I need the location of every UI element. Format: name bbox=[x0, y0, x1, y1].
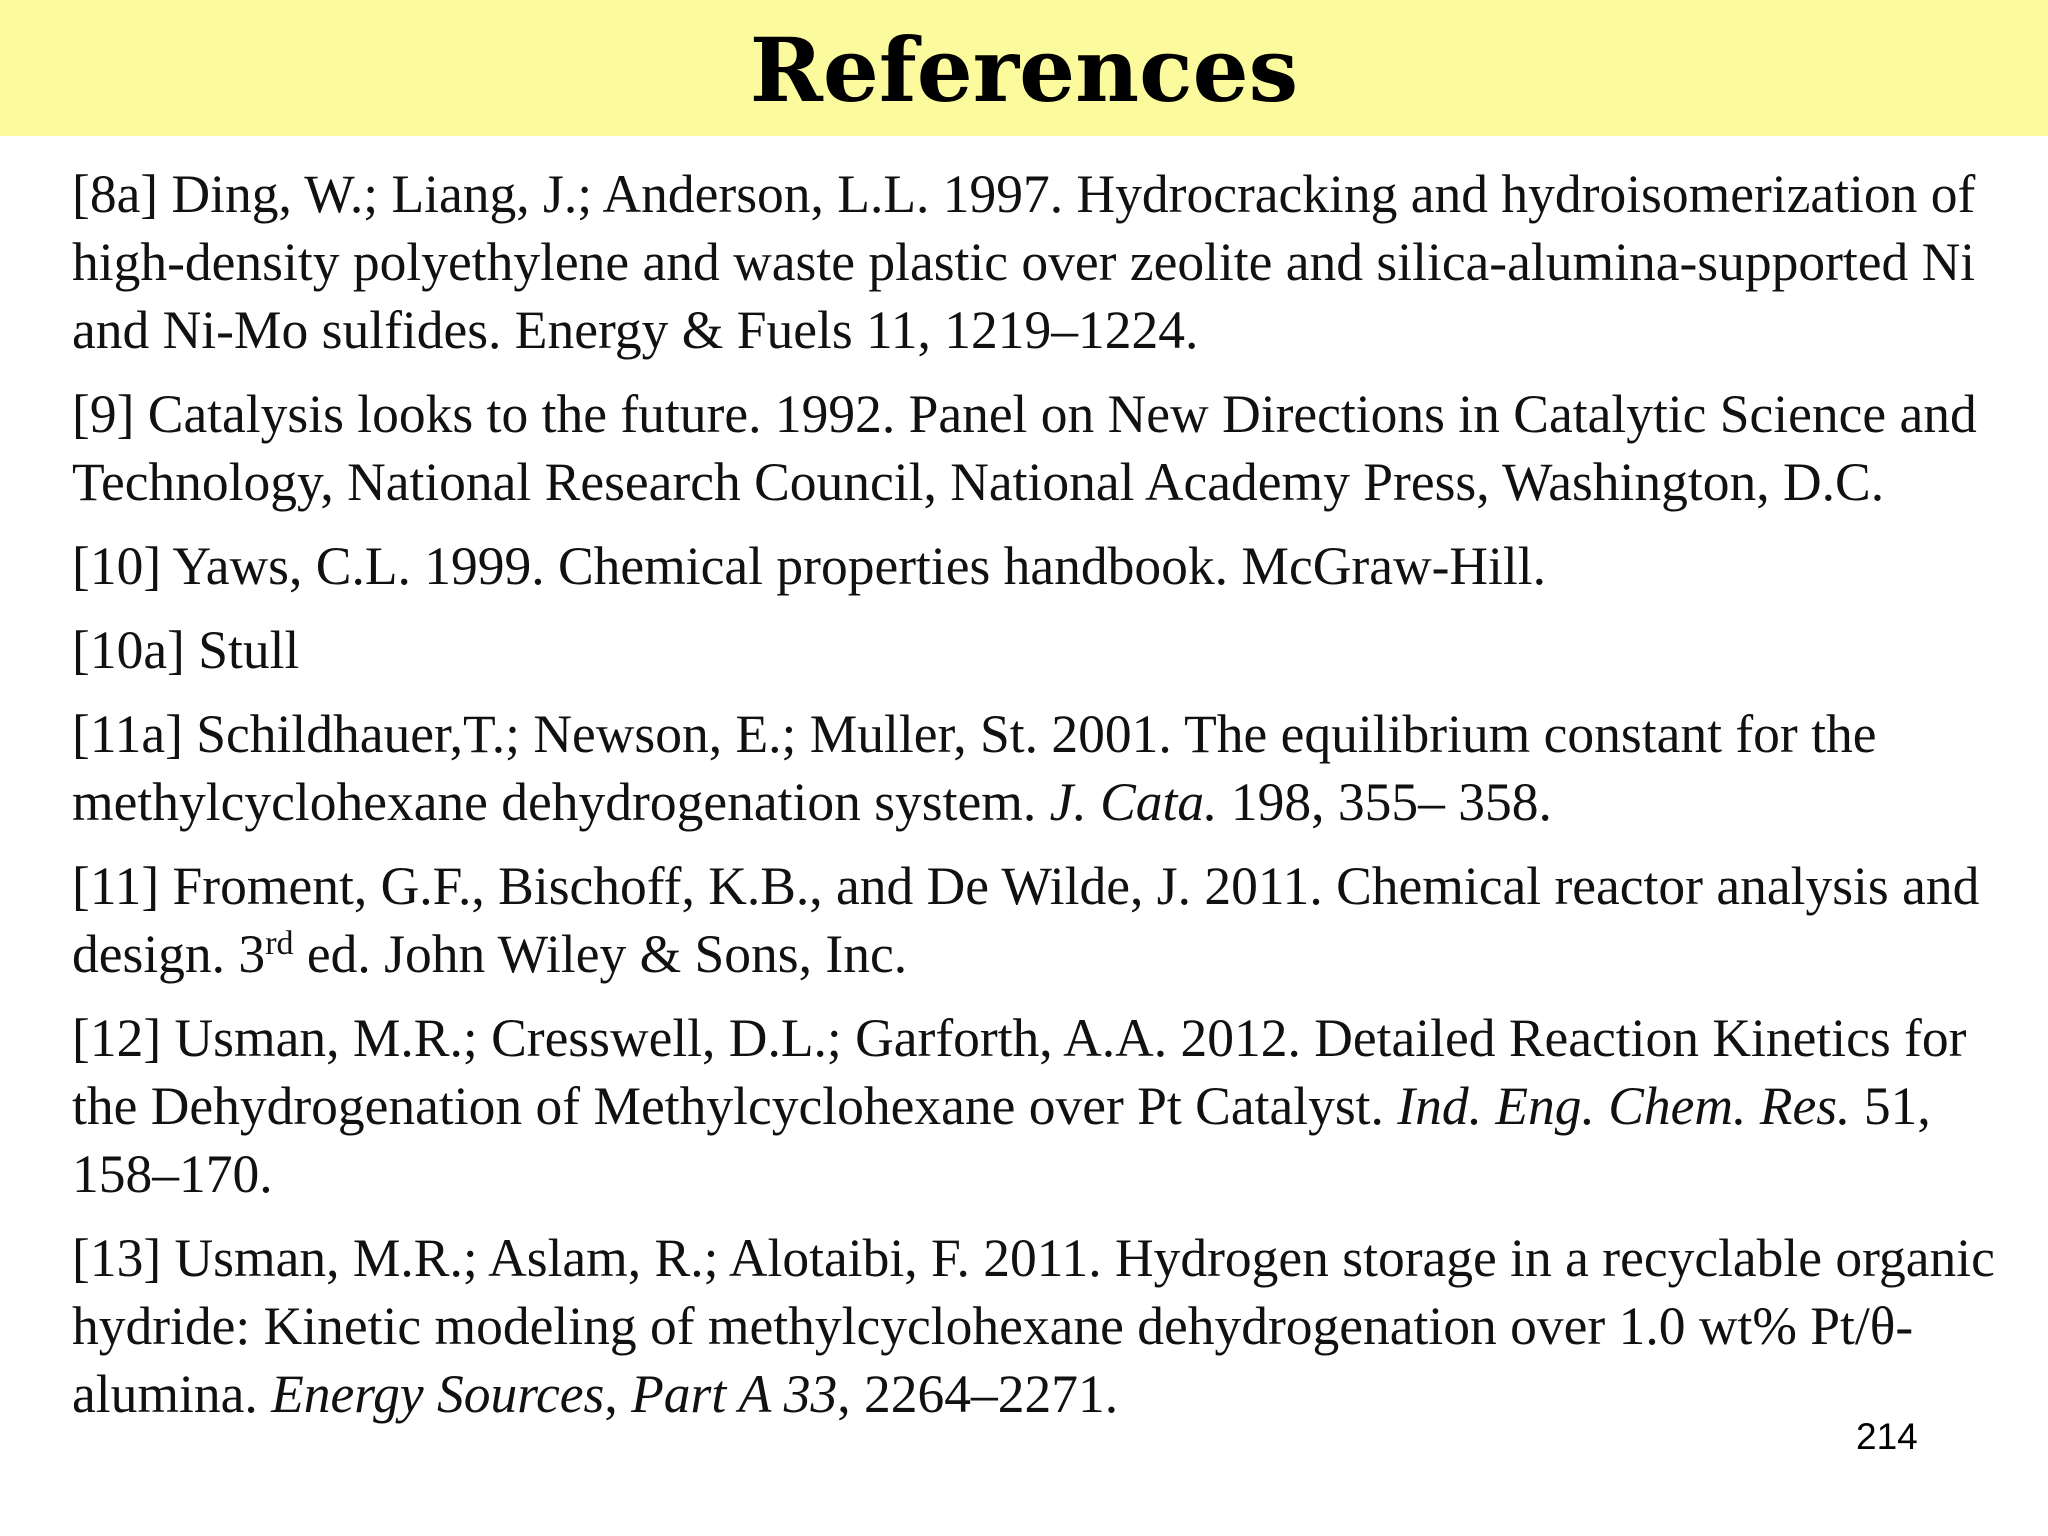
reference-13-main: [13] Usman, M.R.; Aslam, R.; Alotaibi, F. 2011. Hydrogen storage in a recyclable organic hydride: Kinetic modeling of methylcyclohexane dehydrogenation over 1.0 wt% Pt/θ-alumina. bbox=[72, 1228, 1995, 1424]
reference-11a bbox=[72, 700, 2002, 836]
reference-12-journal: Ind. Eng. Chem. Res. bbox=[1397, 1076, 1851, 1136]
reference-11 bbox=[72, 852, 2002, 988]
reference-10a: [10a] Stull bbox=[72, 620, 300, 680]
reference-13-journal: Energy Sources bbox=[271, 1364, 605, 1424]
page-number: 214 bbox=[1856, 1416, 1918, 1457]
reference-9: [9] Catalysis looks to the future. 1992. Panel on New Directions in Catalytic Science and Technology, National Research Council, National Academy Press, Washington, D.C. bbox=[72, 384, 1977, 512]
reference-12-main: [12] Usman, M.R.; Cresswell, D.L.; Garforth, A.A. 2012. Detailed Reaction Kinetics for the Dehydrogenation of Methylcyclohexane over Pt Catalyst. bbox=[72, 1008, 1967, 1136]
reference-11a-tail: 198, 355– 358. bbox=[1217, 772, 1552, 832]
slide-title: References bbox=[749, 18, 1299, 122]
reference-11a-main: [11a] Schildhauer,T.; Newson, E.; Muller, St. 2001. The equilibrium constant for the methylcyclohexane dehydrogenation system. bbox=[72, 704, 1877, 832]
reference-11-main: [11] Froment, G.F., Bischoff, K.B., and De Wilde, J. 2011. Chemical reactor analysis and design. 3 bbox=[72, 856, 1980, 984]
reference-13-journal-part: Part A 33 bbox=[631, 1364, 838, 1424]
reference-11-superscript: rd bbox=[265, 925, 294, 962]
reference-list bbox=[72, 160, 2002, 1428]
reference-12 bbox=[72, 1004, 2002, 1208]
reference-13 bbox=[72, 1224, 2002, 1428]
reference-11a-journal: J. Cata. bbox=[1049, 772, 1218, 832]
reference-13-tail: , 2264–2271. bbox=[837, 1364, 1119, 1424]
reference-13-separator: , bbox=[604, 1364, 632, 1424]
reference-12-tail: 51, 158–170. bbox=[72, 1076, 1931, 1204]
reference-11-tail: ed. John Wiley & Sons, Inc. bbox=[293, 924, 908, 984]
reference-10: [10] Yaws, C.L. 1999. Chemical properties handbook. McGraw-Hill. bbox=[72, 536, 1546, 596]
reference-8a: [8a] Ding, W.; Liang, J.; Anderson, L.L. 1997. Hydrocracking and hydroisomerization of high-density polyethylene and waste plastic over zeolite and silica-alumina-supported Ni and Ni-Mo sulfides. Energy & Fuels 11, 1219–1224. bbox=[72, 164, 1976, 360]
